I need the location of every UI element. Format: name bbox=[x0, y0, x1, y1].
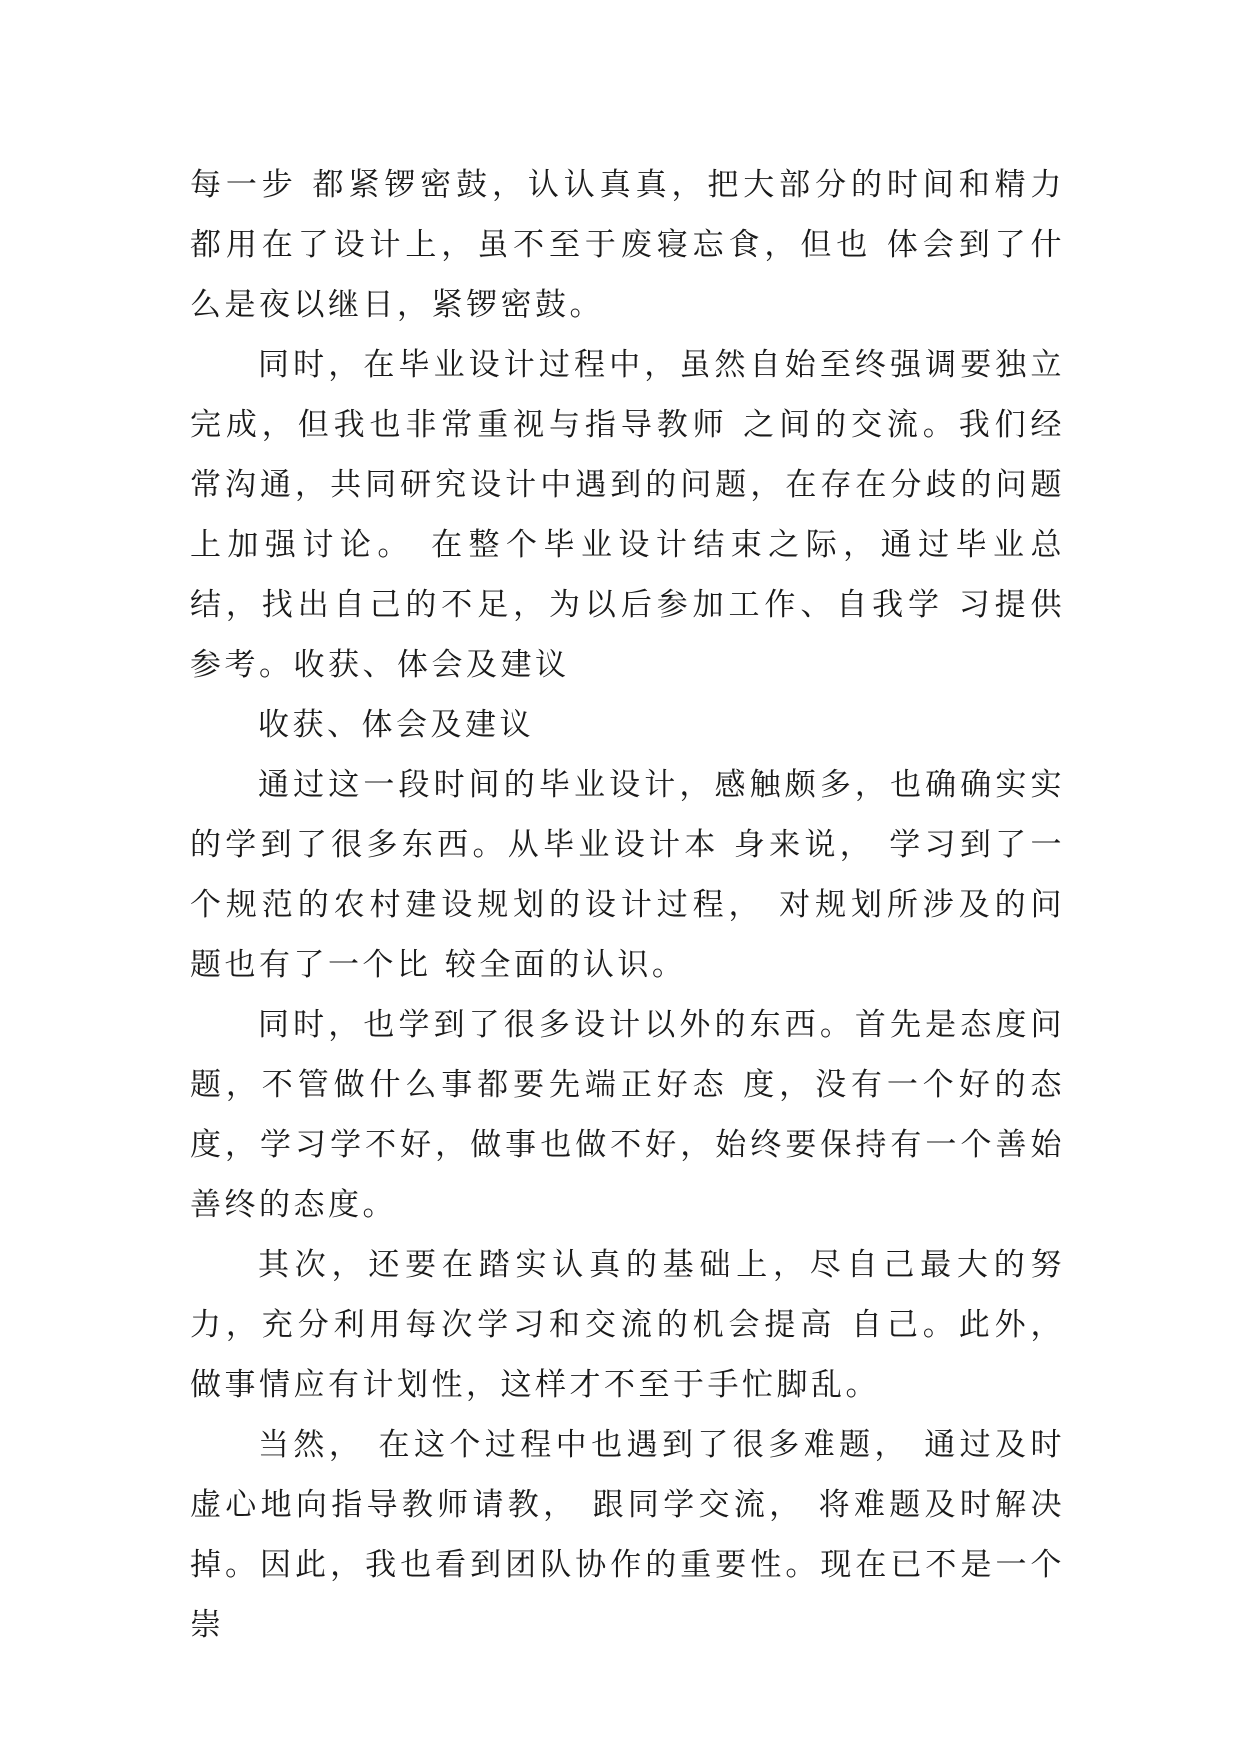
paragraph-6: 当然， 在这个过程中也遇到了很多难题， 通过及时虚心地向指导教师请教， 跟同学交流， 将难题及时解决掉。因此，我也看到团队协作的重要性。现在已不是一个崇 bbox=[190, 1427, 1065, 1643]
paragraph-2: 同时，在毕业设计过程中，虽然自始至终强调要独立完成，但我也非常重视与指导教师 之间的交流。我们经常沟通，共同研究设计中遇到的问题，在存在分歧的问题上加强讨论。 在整个毕业设计结束之际，通过毕业总结，找出自己的不足，为以后参加工作、自我学 习提供参考。收获、体会及建议 bbox=[190, 347, 1065, 683]
paragraph-5: 其次，还要在踏实认真的基础上，尽自己最大的努力，充分利用每次学习和交流的机会提高 自己。此外，做事情应有计划性，这样才不至于手忙脚乱。 bbox=[190, 1247, 1065, 1403]
paragraph-3: 通过这一段时间的毕业设计，感触颇多，也确确实实的学到了很多东西。从毕业设计本 身来说， 学习到了一个规范的农村建设规划的设计过程， 对规划所涉及的问题也有了一个比 较全面的认识。 bbox=[190, 767, 1065, 983]
paragraph-1: 每一步 都紧锣密鼓，认认真真，把大部分的时间和精力都用在了设计上，虽不至于废寝忘食，但也 体会到了什么是夜以继日，紧锣密鼓。 bbox=[190, 167, 1065, 323]
paragraph-4: 同时，也学到了很多设计以外的东西。首先是态度问题，不管做什么事都要先端正好态 度，没有一个好的态度，学习学不好，做事也做不好，始终要保持有一个善始善终的态度。 bbox=[190, 1007, 1065, 1223]
document-body bbox=[190, 155, 1065, 1655]
section-heading: 收获、体会及建议 bbox=[258, 707, 534, 743]
